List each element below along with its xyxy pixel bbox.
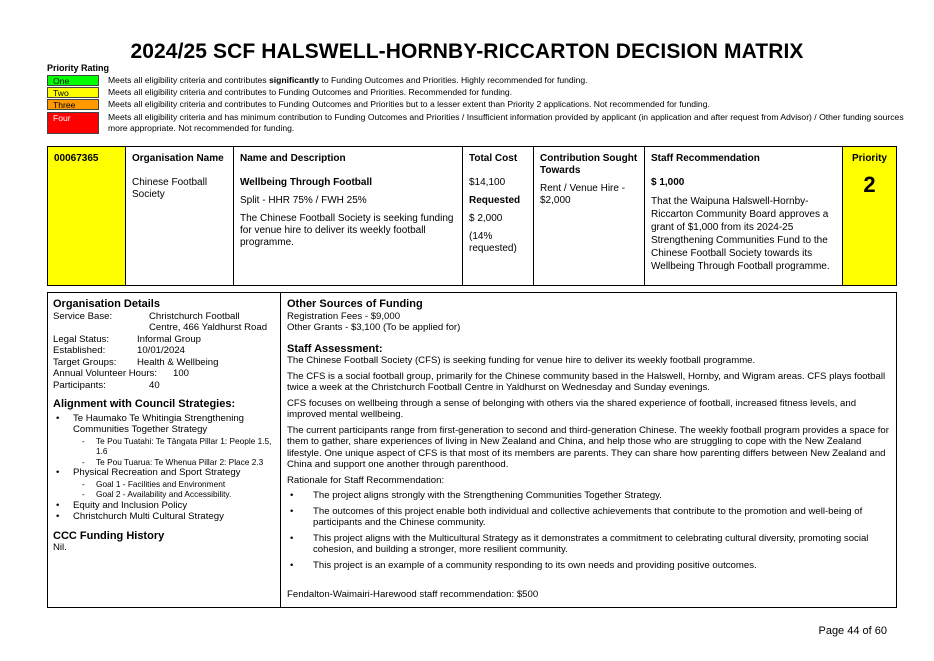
target-groups-value: Health & Wellbeing xyxy=(137,356,219,368)
staff-assessment-heading: Staff Assessment: xyxy=(287,342,383,355)
volunteer-hours-value: 100 xyxy=(173,368,190,379)
target-groups-label: Target Groups: xyxy=(53,356,117,368)
list-item: • This project is an example of a community responding to its own needs and providing positive outcomes. xyxy=(287,560,890,572)
application-id: 00067365 xyxy=(54,153,99,164)
priority-text-two: Meets all eligibility criteria and contributes to Funding Outcomes and Priorities. Recommended for funding. xyxy=(108,87,513,97)
established-label: Established: xyxy=(53,345,106,356)
list-item: - Goal 1 - Facilities and Environment xyxy=(73,479,275,490)
participants-value: 40 xyxy=(149,379,160,391)
priority-swatch-three: Three xyxy=(47,99,99,110)
volunteer-hours-row xyxy=(53,368,275,380)
rationale-heading: Rationale for Staff Recommendation: xyxy=(287,474,445,486)
funding-history-heading: CCC Funding History xyxy=(53,529,165,542)
contribution-header: Contribution Sought Towards xyxy=(540,153,638,176)
alignment-sublist xyxy=(73,479,275,500)
cost-cell xyxy=(463,147,534,285)
organisation-cell xyxy=(126,147,234,285)
legal-status-label: Legal Status: xyxy=(53,333,110,345)
list-item: - Goal 2 - Availability and Accessibility. xyxy=(73,489,275,500)
contribution-cell xyxy=(534,147,645,285)
established-value: 10/01/2024 xyxy=(137,345,186,356)
other-sources-heading: Other Sources of Funding xyxy=(287,298,423,310)
assessment-paragraph: The current participants range from first-generation to second and third-generation Chinese. The weekly football program provides a space for them to gather, share experiences of living in New Zealand and China, and help those who are struggling to cope with the New Zealand lifestyle. One unique aspect of CFS is that most of its members are parents. They can share how parenting differs between New Zealand and China and support one another through parenthood. xyxy=(287,424,889,470)
priority-cell xyxy=(843,147,896,285)
priority-text-four: Meets all eligibility criteria and has minimum contribution to Funding Outcomes and Priorities / Insufficient information provided by applicant (in application and after request from Advisor) / Other funding sources more appropriate. Not recommended for funding. xyxy=(108,112,904,133)
legal-status-value: Informal Group xyxy=(137,333,201,345)
funding-history-value: Nil. xyxy=(53,542,67,553)
alignment-heading: Alignment with Council Strategies: xyxy=(53,398,236,410)
participants-row xyxy=(53,380,275,392)
priority-header: Priority xyxy=(851,153,887,164)
staff-recommendation-text: That the Waipuna Halswell-Hornby-Riccarton Community Board approves a grant of $1,000 from its 2024-25 Strengthening Communities Fund to the Chinese Football Society towards its Wellbeing Through Football programme. xyxy=(651,196,830,272)
list-item: • This project aligns with the Multicultural Strategy as it demonstrates a commitment to celebrating cultural diversity, promoting social cohesion, and building a stronger, more resilient community. xyxy=(287,533,890,556)
priority-swatch-four: Four xyxy=(47,112,99,134)
details-table xyxy=(47,292,897,608)
other-sources-line1: Registration Fees - $9,000 xyxy=(287,310,401,322)
other-sources-line2: Other Grants - $3,100 (To be applied for) xyxy=(287,322,461,333)
priority-swatch-one: One xyxy=(47,75,99,86)
service-base-label: Service Base: xyxy=(53,310,113,322)
participants-label: Participants: xyxy=(53,379,106,391)
assessment-paragraph: The CFS is a social football group, primarily for the Chinese community based in the Halswell, Hornby, and Wigram areas. CFS plays football twice a week at the Christchurch Football Centre in Yaldhurst on Wednesday and Sunday evenings. xyxy=(287,370,886,393)
priority-rating-heading: Priority Rating xyxy=(47,63,110,73)
organisation-header: Organisation Name xyxy=(132,153,224,164)
target-groups-row xyxy=(53,357,275,369)
list-item: - Te Pou Tuarua: Te Whenua Pillar 2: Place 2.3 xyxy=(73,457,275,468)
requested-amount: $ 2,000 xyxy=(469,213,503,224)
description-header: Name and Description xyxy=(240,153,346,164)
priority-text-three: Meets all eligibility criteria and contributes to Funding Outcomes and Priorities but to a lesser extent than Priority 2 applications. Not recommended for funding. xyxy=(108,99,710,109)
description-cell xyxy=(234,147,463,285)
assessment-paragraph: CFS focuses on wellbeing through a sense of belonging with others via the shared experience of football, increased fitness levels, and improved mental wellbeing. xyxy=(287,397,857,420)
volunteer-hours-label: Annual Volunteer Hours: xyxy=(53,368,157,379)
list-item: • The project aligns strongly with the Strengthening Communities Together Strategy. xyxy=(287,490,890,502)
alignment-sublist xyxy=(73,436,275,468)
legal-status-row xyxy=(53,334,275,346)
total-cost: $14,100 xyxy=(469,177,506,188)
list-item: - Te Pou Tuatahi: Te Tāngata Pillar 1: People 1.5, 1.6 xyxy=(73,436,275,457)
service-base-value: Christchurch Football xyxy=(149,310,240,322)
requested-label: Requested xyxy=(469,195,521,206)
summary-table xyxy=(47,146,897,286)
organisation-details-heading: Organisation Details xyxy=(53,298,160,310)
fwh-staff-recommendation: Fendalton-Waimairi-Harewood staff recommendation: $500 xyxy=(287,589,539,600)
list-item: • Equity and Inclusion Policy xyxy=(53,500,275,512)
list-item: • The outcomes of this project enable both individual and collective achievements that contribute to the promotion and well-being of participants and the Chinese community. xyxy=(287,506,890,529)
requested-percent: (14% requested) xyxy=(469,231,517,254)
priority-value: 2 xyxy=(863,172,876,197)
page-number: Page 44 of 60 xyxy=(818,625,887,637)
priority-swatch-two: Two xyxy=(47,87,99,98)
project-description: The Chinese Football Society is seeking funding for venue hire to deliver its weekly football programme. xyxy=(240,213,454,248)
page-title: 2024/25 SCF HALSWELL-HORNBY-RICCARTON DECISION MATRIX xyxy=(130,40,804,63)
details-left-column xyxy=(48,293,281,607)
cost-header: Total Cost xyxy=(469,153,518,164)
organisation-name: Chinese Football Society xyxy=(132,177,208,200)
list-item: • Te Haumako Te Whitingia Strengthening Communities Together Strategy - Te Pou Tuatahi: Te Tāngata Pillar 1: People 1.5, 1.6 - Te Pou Tuarua: Te Whenua Pillar 2: Place 2.3 xyxy=(53,413,275,468)
rationale-list xyxy=(287,490,890,571)
service-base-row xyxy=(53,311,275,323)
list-item: • Christchurch Multi Cultural Strategy xyxy=(53,511,275,523)
application-id-cell xyxy=(48,147,126,285)
service-base-value-line2: Centre, 466 Yaldhurst Road xyxy=(149,322,268,333)
alignment-list xyxy=(53,413,275,523)
priority-text-one: Meets all eligibility criteria and contributes significantly to Funding Outcomes and Priorities. Highly recommended for funding. xyxy=(108,75,588,85)
staff-recommendation-amount: $ 1,000 xyxy=(651,177,685,188)
contribution-value: Rent / Venue Hire - $2,000 xyxy=(540,183,626,206)
project-split: Split - HHR 75% / FWH 25% xyxy=(240,195,367,206)
project-name: Wellbeing Through Football xyxy=(240,177,373,188)
staff-recommendation-header: Staff Recommendation xyxy=(651,153,760,164)
staff-recommendation-cell xyxy=(645,147,843,285)
details-right-column xyxy=(281,293,896,607)
list-item: • Physical Recreation and Sport Strategy - Goal 1 - Facilities and Environment - Goal 2 - Availability and Accessibility. xyxy=(53,467,275,500)
established-row xyxy=(53,345,275,357)
assessment-paragraph: The Chinese Football Society (CFS) is seeking funding for venue hire to deliver its weekly football programme. xyxy=(287,355,756,366)
